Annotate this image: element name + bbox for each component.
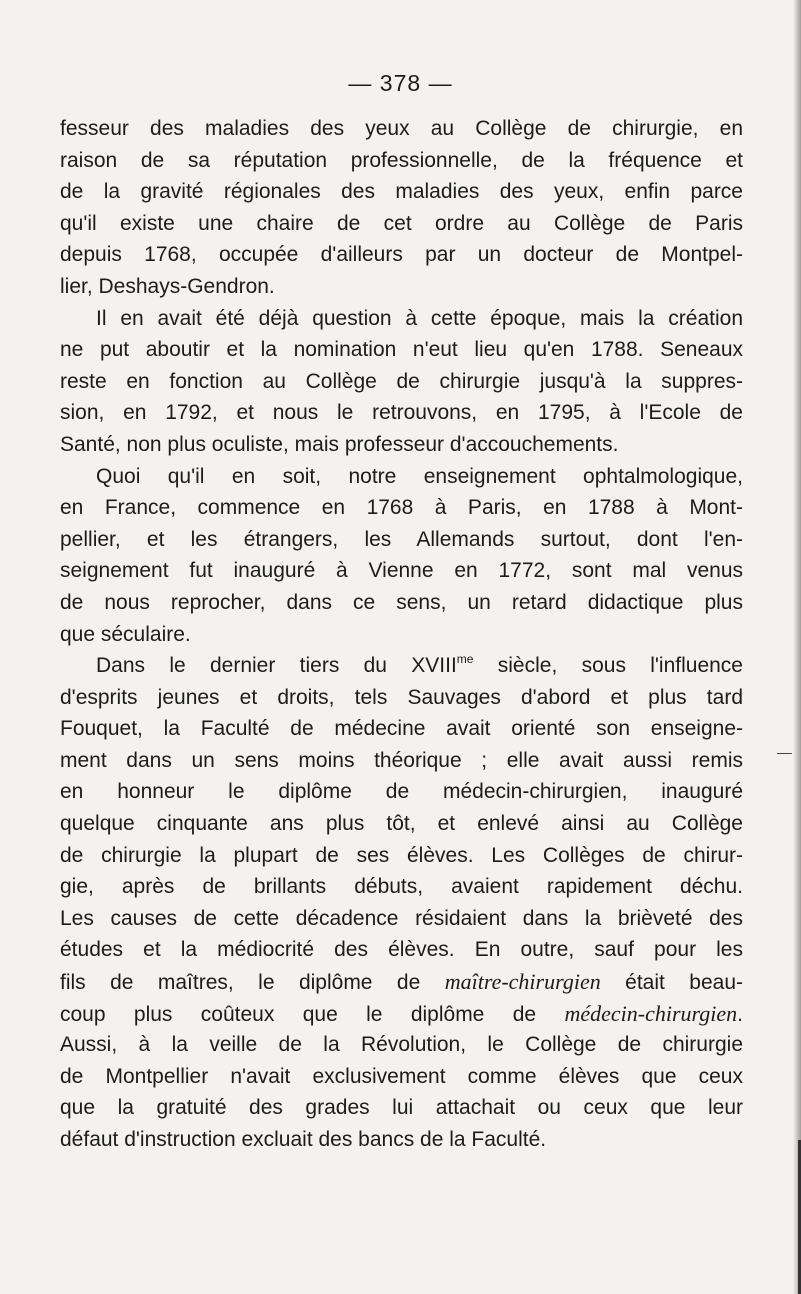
margin-mark: _	[777, 738, 792, 755]
page-edge-shadow	[793, 0, 801, 1294]
text-line: reste en fonction au Collège de chirurgie jusqu'à la suppres-	[60, 369, 743, 393]
text-run: .	[737, 1002, 743, 1026]
text-line: que séculaire.	[60, 622, 191, 646]
text-line: ment dans un sens moins théorique ; elle avait aussi remis	[60, 748, 743, 772]
text-line	[60, 966, 743, 998]
text-line: Aussi, à la veille de la Révolution, le Collège de chirurgie	[60, 1033, 743, 1057]
text-line: Fouquet, la Faculté de médecine avait orienté son enseigne-	[60, 717, 743, 741]
text-line: ne put aboutir et la nomination n'eut lieu qu'en 1788. Seneaux	[60, 338, 743, 362]
text-line: défaut d'instruction excluait des bancs de la Faculté.	[60, 1128, 547, 1151]
text-line: fesseur des maladies des yeux au Collège de chirurgie, en	[60, 117, 743, 140]
text-line: pellier, et les étrangers, les Allemands surtout, dont l'en-	[60, 527, 743, 551]
text-line: lier, Deshays-Gendron.	[60, 274, 275, 298]
text-line: de chirurgie la plupart de ses élèves. Les Collèges de chirur-	[60, 843, 743, 867]
body-text	[60, 113, 743, 1156]
text-line: qu'il existe une chaire de cet ordre au Collège de Paris	[60, 211, 743, 235]
paragraph-start: Quoi qu'il en soit, notre enseignement ophtalmologique,	[96, 464, 743, 488]
text-line: que la gratuité des grades lui attachait ou ceux que leur	[60, 1096, 743, 1120]
text-line: gie, après de brillants débuts, avaient rapidement déchu.	[60, 875, 743, 899]
text-run: était beau-	[600, 971, 744, 995]
text-line: de nous reprocher, dans ce sens, un retard didactique plus	[60, 590, 743, 614]
text-line: de la gravité régionales des maladies des yeux, enfin parce	[60, 180, 743, 204]
text-line: raison de sa réputation professionnelle, de la fréquence et	[60, 148, 743, 172]
text-run: fils de maîtres, le diplôme de	[60, 971, 445, 995]
text-run: coup plus coûteux que le diplôme de	[60, 1002, 565, 1026]
text-line: sion, en 1792, et nous le retrouvons, en 1795, à l'Ecole de	[60, 401, 743, 425]
text-line: en France, commence en 1768 à Paris, en 1788 à Mont-	[60, 496, 743, 520]
text-run: siècle, sous l'influence	[473, 654, 743, 678]
text-line: depuis 1768, occupée d'ailleurs par un docteur de Montpel-	[60, 243, 743, 267]
text-run: Dans le dernier tiers du XVIII	[96, 654, 457, 678]
paragraph-start: Il en avait été déjà question à cette époque, mais la création	[96, 306, 743, 330]
text-line: seignement fut inauguré à Vienne en 1772, sont mal venus	[60, 559, 743, 583]
superscript: me	[456, 652, 474, 667]
paragraph-start	[60, 650, 743, 682]
text-line	[60, 998, 743, 1030]
text-line: en honneur le diplôme de médecin-chirurgien, inauguré	[60, 780, 743, 804]
text-line: d'esprits jeunes et droits, tels Sauvages d'abord et plus tard	[60, 685, 743, 709]
text-line: Les causes de cette décadence résidaient dans la brièveté des	[60, 906, 743, 930]
page-number: — 378 —	[348, 70, 453, 96]
italic-term: médecin-chirurgien	[564, 1000, 738, 1026]
text-line: études et la médiocrité des élèves. En outre, sauf pour les	[60, 938, 743, 962]
text-line: Santé, non plus oculiste, mais professeur d'accouchements.	[60, 432, 619, 456]
text-line: quelque cinquante ans plus tôt, et enlevé ainsi au Collège	[60, 812, 743, 836]
italic-term: maître-chirurgien	[444, 969, 601, 995]
text-line: de Montpellier n'avait exclusivement comme élèves que ceux	[60, 1064, 743, 1088]
